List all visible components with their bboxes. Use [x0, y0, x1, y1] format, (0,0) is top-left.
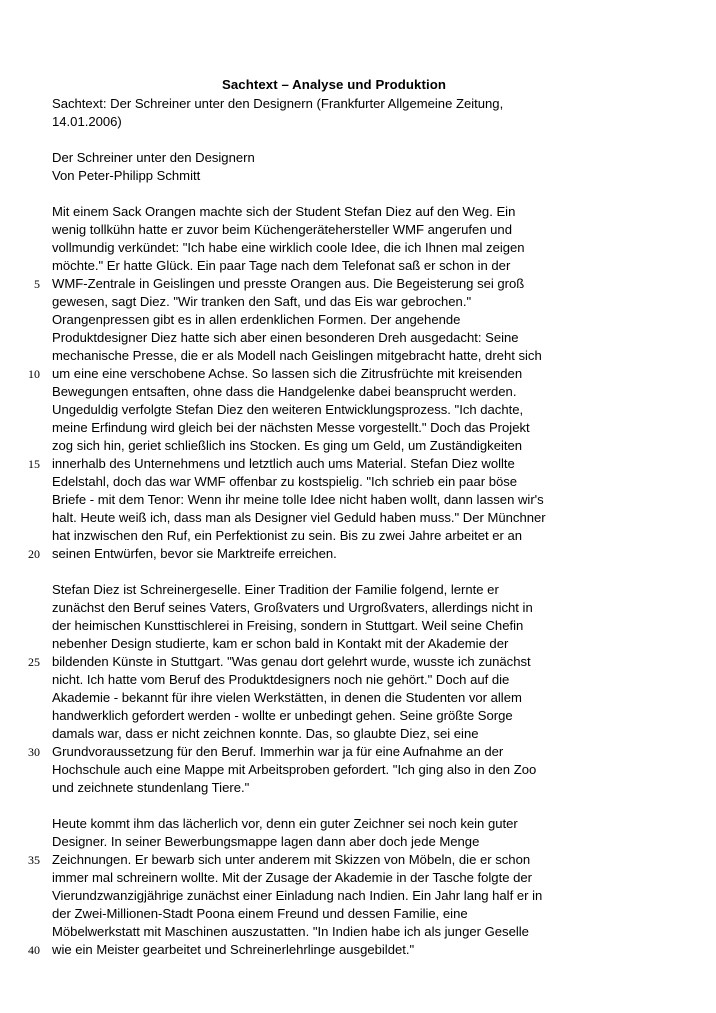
text-line [0, 419, 716, 437]
text-line [0, 725, 716, 743]
body-text: immer mal schreinern wollte. Mit der Zusage der Akademie in der Tasche folgte der [52, 870, 532, 885]
text-line [0, 239, 716, 257]
text-line [0, 689, 716, 707]
body-text: Akademie - bekannt für ihre vielen Werkstätten, in denen die Studenten vor allem [52, 690, 522, 705]
body-text: um eine eine verschobene Achse. So lassen sich die Zitrusfrüchte mit kreisenden [52, 366, 523, 381]
text-line [0, 455, 716, 473]
article-title: Der Schreiner unter den Designern [52, 150, 255, 165]
byline: Von Peter-Philipp Schmitt [52, 168, 201, 183]
numbered-text-body [0, 203, 716, 959]
body-text: gewesen, sagt Diez. "Wir tranken den Saft, und das Eis war gebrochen." [52, 294, 472, 309]
text-line [0, 707, 716, 725]
text-line [0, 401, 716, 419]
text-line [0, 581, 716, 599]
body-text: Designer. In seiner Bewerbungsmappe lagen dann aber doch jede Menge [52, 834, 480, 849]
text-line [0, 329, 716, 347]
text-line [0, 905, 716, 923]
text-line [0, 437, 716, 455]
body-text: der heimischen Kunsttischlerei in Freising, sondern in Stuttgart. Weil seine Chefin [52, 618, 524, 633]
text-line [0, 761, 716, 779]
line-number: 35 [28, 853, 40, 867]
text-line [0, 653, 716, 671]
body-text: Stefan Diez ist Schreinergeselle. Einer Tradition der Familie folgend, lernte er [52, 582, 499, 597]
text-line [0, 779, 716, 797]
line-number: 25 [28, 655, 40, 669]
article-title-row [0, 149, 716, 167]
text-line [0, 527, 716, 545]
text-line [0, 599, 716, 617]
body-text: Möbelwerkstatt mit Maschinen auszustatten. "In Indien habe ich als junger Geselle [52, 924, 529, 939]
body-text: WMF-Zentrale in Geislingen und presste Orangen aus. Die Begeisterung sei groß [52, 276, 525, 291]
line-number: 15 [28, 457, 40, 471]
byline-row [0, 167, 716, 185]
body-text: möchte." Er hatte Glück. Ein paar Tage nach dem Telefonat saß er schon in der [52, 258, 511, 273]
text-line [0, 833, 716, 851]
text-line [0, 275, 716, 293]
body-text: vollmundig verkündet: "Ich habe eine wirklich coole Idee, die ich Ihnen mal zeigen [52, 240, 525, 255]
line-number: 40 [28, 943, 40, 957]
source-line [0, 95, 716, 113]
body-text: innerhalb des Unternehmens und letztlich auch ums Material. Stefan Diez wollte [52, 456, 515, 471]
text-line [0, 923, 716, 941]
body-text: Orangenpressen gibt es in allen erdenklichen Formen. Der angehende [52, 312, 461, 327]
document-body [0, 76, 716, 959]
body-text: Heute kommt ihm das lächerlich vor, denn ein guter Zeichner sei noch kein guter [52, 816, 518, 831]
body-text: und zeichnete stundenlang Tiere." [52, 780, 250, 795]
line-number: 5 [34, 277, 40, 291]
text-line [0, 869, 716, 887]
text-line [0, 941, 716, 959]
text-line [0, 545, 716, 563]
body-text: mechanische Presse, die er als Modell nach Geislingen mitgebracht hatte, dreht sich [52, 348, 542, 363]
text-line [0, 473, 716, 491]
source-line [0, 113, 716, 131]
body-text: Ungeduldig verfolgte Stefan Diez den weiteren Entwicklungsprozess. "Ich dachte, [52, 402, 524, 417]
line-number: 30 [28, 745, 40, 759]
line-number: 10 [28, 367, 40, 381]
line-number: 20 [28, 547, 40, 561]
text-line [0, 851, 716, 869]
body-text: meine Erfindung wird gleich bei der nächsten Messe vorgestellt." Doch das Projekt [52, 420, 530, 435]
text-line [0, 257, 716, 275]
body-text: Hochschule auch eine Mappe mit Arbeitsproben gefordert. "Ich ging also in den Zoo [52, 762, 537, 777]
text-line [0, 293, 716, 311]
text-line [0, 221, 716, 239]
text-line [0, 509, 716, 527]
text-line [0, 383, 716, 401]
body-text: Mit einem Sack Orangen machte sich der Student Stefan Diez auf den Weg. Ein [52, 204, 516, 219]
body-text: Zeichnungen. Er bewarb sich unter anderem mit Skizzen von Möbeln, die er schon [52, 852, 531, 867]
blank-line [0, 563, 716, 581]
body-text: Produktdesigner Diez hatte sich aber einen besonderen Dreh ausgedacht: Seine [52, 330, 519, 345]
body-text: bildenden Künste in Stuttgart. "Was genau dort gelehrt wurde, wusste ich zunächst [52, 654, 531, 669]
blank-line [0, 797, 716, 815]
text-line [0, 203, 716, 221]
page-title: Sachtext – Analyse und Produktion [221, 77, 447, 92]
text-line [0, 365, 716, 383]
text-line [0, 617, 716, 635]
text-line [0, 347, 716, 365]
source-text-line-2: 14.01.2006) [52, 114, 122, 129]
body-text: wie ein Meister gearbeitet und Schreinerlehrlinge ausgebildet." [52, 942, 415, 957]
spacer [0, 185, 716, 203]
body-text: seinen Entwürfen, bevor sie Marktreife erreichen. [52, 546, 337, 561]
body-text: wenig tollkühn hatte er zuvor beim Küchengerätehersteller WMF angerufen und [52, 222, 512, 237]
body-text: Bewegungen entsaften, ohne dass die Handgelenke dabei beansprucht werden. [52, 384, 517, 399]
body-text: nicht. Ich hatte vom Beruf des Produktdesigners noch nie gehört." Doch auf die [52, 672, 510, 687]
source-block [0, 95, 716, 131]
body-text: Edelstahl, doch das war WMF offenbar zu kostspielig. "Ich schrieb ein paar böse [52, 474, 518, 489]
article-heading-block [0, 149, 716, 185]
body-text: damals war, dass er nicht zeichnen konnte. Das, so glaubte Diez, sei eine [52, 726, 479, 741]
body-text: Briefe - mit dem Tenor: Wenn ihr meine tolle Idee nicht haben wollt, dann lassen wir's [52, 492, 544, 507]
text-line [0, 815, 716, 833]
text-line [0, 887, 716, 905]
body-text: hat inzwischen den Ruf, ein Perfektionist zu sein. Bis zu zwei Jahre arbeitet er an [52, 528, 523, 543]
text-line [0, 491, 716, 509]
body-text: handwerklich gefordert werden - wollte er unbedingt gehen. Seine größte Sorge [52, 708, 513, 723]
text-line [0, 671, 716, 689]
source-text-line-1: Sachtext: Der Schreiner unter den Designern (Frankfurter Allgemeine Zeitung, [52, 96, 504, 111]
spacer [0, 131, 716, 149]
text-line [0, 743, 716, 761]
text-line [0, 635, 716, 653]
body-text: zunächst den Beruf seines Vaters, Großvaters und Urgroßvaters, allerdings nicht in [52, 600, 533, 615]
body-text: Grundvoraussetzung für den Beruf. Immerhin war ja für eine Aufnahme an der [52, 744, 504, 759]
body-text: nebenher Design studierte, kam er schon bald in Kontakt mit der Akademie der [52, 636, 509, 651]
text-line [0, 311, 716, 329]
body-text: halt. Heute weiß ich, dass man als Designer viel Geduld haben muss." Der Münchner [52, 510, 546, 525]
body-text: Vierundzwanzigjährige zunächst einer Einladung nach Indien. Ein Jahr lang half er in [52, 888, 543, 903]
body-text: der Zwei-Millionen-Stadt Poona einem Freund und dessen Familie, eine [52, 906, 468, 921]
body-text: zog sich hin, geriet schließlich ins Stocken. Es ging um Geld, um Zuständigkeiten [52, 438, 523, 453]
